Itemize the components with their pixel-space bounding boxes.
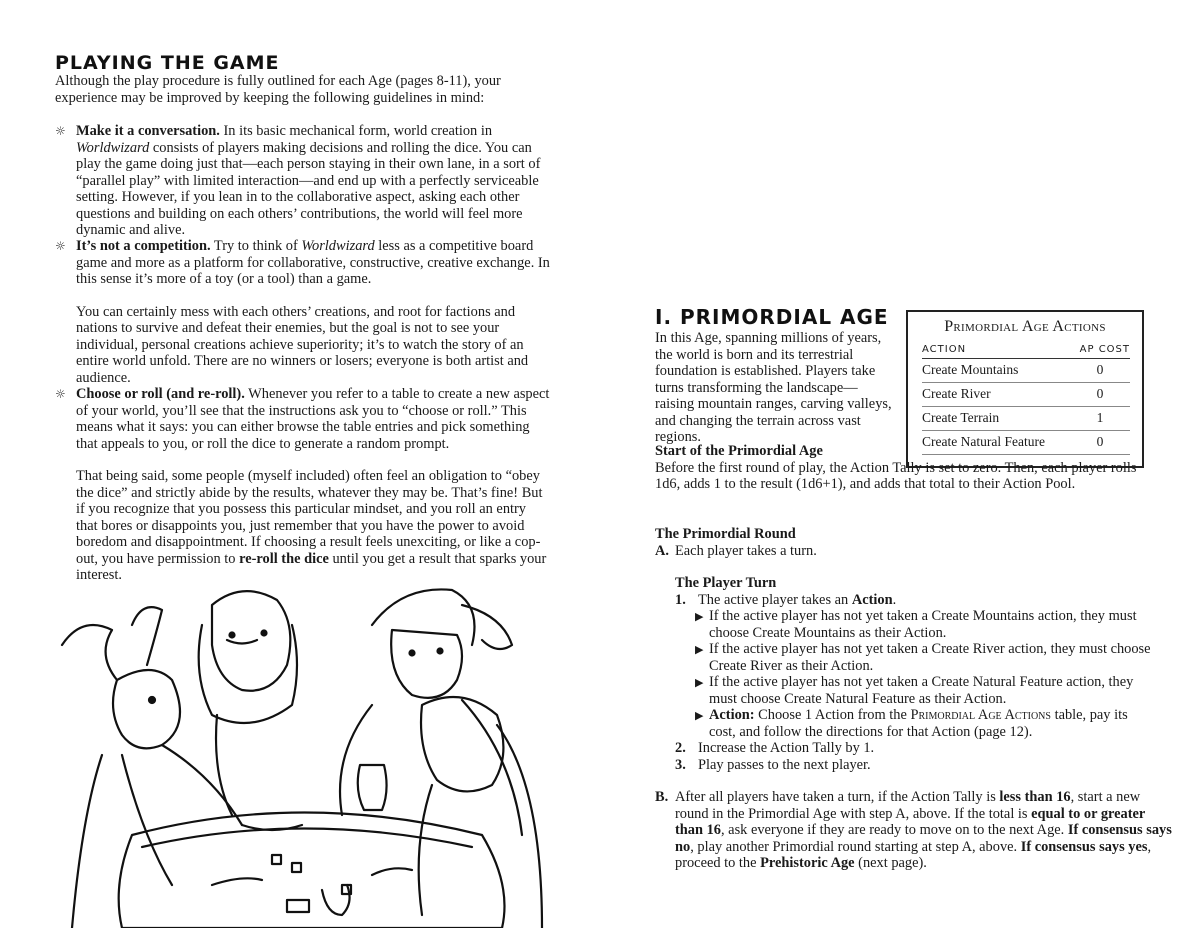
- step-text: (next page).: [854, 855, 927, 871]
- step-text: Increase the Action Tally by 1.: [698, 740, 875, 756]
- sub-step-text: Choose 1 Action from the: [754, 707, 911, 723]
- guideline-choose-or-roll: [55, 386, 550, 584]
- col-action-header: ACTION: [922, 342, 1070, 359]
- step-text: After all players have taken a turn, if the Action Tally is: [675, 789, 1000, 805]
- sun-bullet-icon: ☼: [55, 387, 66, 401]
- step-b: [655, 789, 1175, 872]
- step-label: 1.: [675, 591, 686, 608]
- guideline-text: less as a competitive board game and more as a platform for collaborative, constructive, creative exchange. In this sense it’s more of a toy (or a tool) than a game.: [76, 238, 550, 287]
- step-3: [675, 757, 1155, 774]
- step-text: The active player takes an: [698, 591, 852, 608]
- guideline-text: In its basic mechanical form, world creation in: [219, 123, 493, 139]
- guideline-title: Make it a conversation.: [76, 123, 220, 139]
- step-a: [655, 543, 1155, 560]
- right-page: [600, 0, 1200, 928]
- col-cost-header: AP COST: [1070, 342, 1130, 359]
- player-turn-section: [675, 575, 1155, 773]
- sub-step: [675, 641, 1155, 674]
- step-emphasis: If consensus says yes: [1020, 838, 1148, 855]
- step-text: , start a new round in the Primordial Age with step A, above. If the total is: [675, 789, 1141, 822]
- table-title: Primordial Age Actions: [944, 318, 1106, 335]
- step-emphasis: equal to or greater than 16: [675, 805, 1146, 838]
- table-row: [922, 359, 1130, 383]
- arrow-icon: ▶: [695, 611, 704, 623]
- game-title: Worldwizard: [301, 238, 375, 254]
- guideline-title: It’s not a competition.: [76, 238, 211, 254]
- sun-bullet-icon: ☼: [55, 124, 66, 138]
- guideline-text: until you get a result that sparks your interest.: [76, 550, 547, 583]
- step-text: , play another Primordial round starting at step A, above.: [690, 838, 1021, 855]
- arrow-icon: ▶: [695, 710, 704, 722]
- action-cell: Create Natural Feature: [922, 431, 1070, 455]
- action-cell: Create Mountains: [922, 359, 1070, 383]
- action-cell: Create River: [922, 383, 1070, 407]
- actions-table: [922, 342, 1130, 455]
- age-heading: I. PRIMORDIAL AGE: [655, 305, 889, 329]
- sub-step-text: If the active player has not yet taken a Create Natural Feature action, they must choose Create Natural Feature as their Action.: [709, 674, 1134, 707]
- guideline-text: That being said, some people (myself included) often feel an obligation to “obey the dice” and strictly abide by the results, whatever they may be. That’s fine! But if you recognize that you possess this particular mindset, and you roll an entry that bores or disappoints you, just remember that you have the power to avoid boredom and disappointment. If choosing a result feels unexciting, or like a cop-out, you have permission to: [76, 468, 543, 567]
- guideline-paragraph: You can certainly mess with each others’ creations, and root for factions and nations to survive and defeat their enemies, but the goal is not to see your individual, personal creations achieve superiority; it’s to watch the story of an entire world unfold. There are no winners or losers; everyone is both artist and audience.: [76, 303, 529, 386]
- sub-step-text: table, pay its cost, and follow the directions for that Action (page 12).: [709, 707, 1128, 740]
- sub-step-emphasis: Action:: [709, 707, 755, 723]
- round-section: [655, 526, 1155, 559]
- sub-step-text: If the active player has not yet taken a Create Mountains action, they must choose Create Mountains as their Action.: [709, 608, 1137, 641]
- sub-step: [675, 608, 1155, 641]
- step-emphasis: Prehistoric Age: [760, 855, 855, 871]
- guideline-competition: [55, 238, 550, 386]
- sub-step: [675, 707, 1155, 740]
- guideline-text: consists of players making decisions and rolling the dice. You can play the game doing just that—each person staying in their own lane, in a sort of “parallel play” with limited interaction—and end up with a perfectly serviceable setting. However, if you lean in to the collaborative aspect, asking each other questions and building on each others’ contributions, the world will feel more dynamic and alive.: [76, 139, 541, 238]
- start-text: Before the first round of play, the Action Tally is set to zero. Then, each player rolls 1d6, adds 1 to the result (1d6+1), and adds that total to their Action Pool.: [655, 459, 1137, 492]
- sub-step-text: If the active player has not yet taken a Create River action, they must choose Create River as their Action.: [709, 641, 1151, 674]
- cost-cell: 0: [1070, 431, 1130, 455]
- guideline-title: Choose or roll (and re-roll).: [76, 386, 245, 402]
- cost-cell: 0: [1070, 359, 1130, 383]
- table-row: [922, 407, 1130, 431]
- step-emphasis: If consensus says no: [675, 822, 1172, 855]
- cost-cell: 1: [1070, 407, 1130, 431]
- action-cell: Create Terrain: [922, 407, 1070, 431]
- start-heading: Start of the Primordial Age: [655, 443, 823, 459]
- step-label: B.: [655, 789, 669, 805]
- step-text: , ask everyone if they are ready to move on to the next Age.: [720, 822, 1068, 838]
- woodcut-illustration-gathering: [42, 585, 562, 928]
- guideline-conversation: [55, 123, 550, 239]
- guideline-text: Whenever you refer to a table to create a new aspect of your world, you’ll see that the instructions ask you to “choose or roll.” This means what it says: you can either browse the table entries and pick something that appeals to you, or roll the dice to generate a random prompt.: [76, 386, 550, 452]
- turn-heading: The Player Turn: [675, 575, 777, 591]
- start-section: [655, 443, 1155, 493]
- arrow-icon: ▶: [695, 644, 704, 656]
- guideline-text: Try to think of: [210, 238, 302, 254]
- step-1: [675, 592, 1155, 609]
- cost-cell: 0: [1070, 383, 1130, 407]
- step-label: 2.: [675, 740, 686, 756]
- step-emphasis: Action: [851, 591, 893, 608]
- round-heading: The Primordial Round: [655, 526, 796, 542]
- step-label: 3.: [675, 756, 686, 773]
- age-intro: In this Age, spanning millions of years, the world is born and its terrestrial foundation is established. Players take turns transforming the landscape— raising mountain ranges, carving valleys, and changing the terrain across vast regions.: [655, 330, 892, 445]
- step-text: Each player takes a turn.: [675, 542, 817, 559]
- step-text: , proceed to the: [675, 838, 1152, 871]
- game-title: Worldwizard: [76, 139, 150, 156]
- step-emphasis: less than 16: [999, 789, 1071, 805]
- step-text: Play passes to the next player.: [698, 756, 871, 773]
- sun-bullet-icon: ☼: [55, 239, 66, 253]
- sub-step: [675, 674, 1155, 707]
- step-text: .: [892, 591, 897, 608]
- table-reference: Primordial Age Actions: [910, 707, 1051, 723]
- intro-paragraph: Although the play procedure is fully outlined for each Age (pages 8-11), your experience may be improved by keeping the following guidelines in mind:: [55, 73, 501, 106]
- table-row: [922, 383, 1130, 407]
- reroll-emphasis: re-roll the dice: [239, 550, 329, 567]
- section-heading: PLAYING THE GAME: [55, 52, 280, 74]
- step-2: [675, 740, 1155, 757]
- arrow-icon: ▶: [695, 677, 704, 689]
- step-label: A.: [655, 542, 669, 559]
